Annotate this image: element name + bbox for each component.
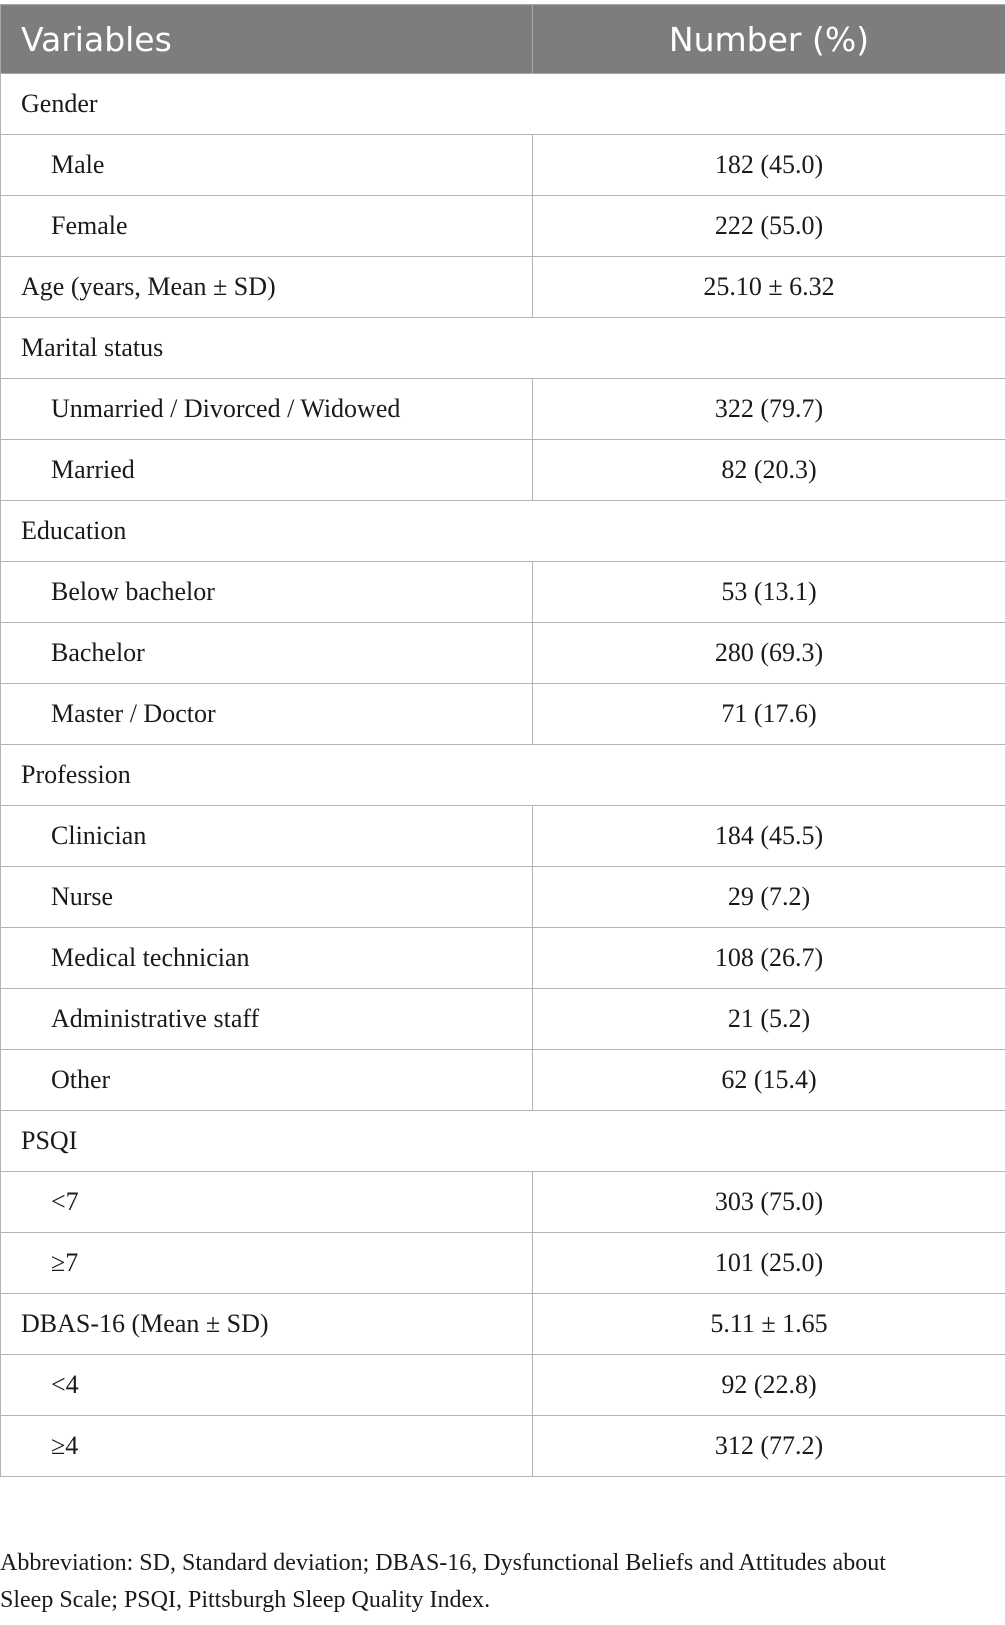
table-footnote [0,1545,1000,1619]
demographics-table [0,4,1005,1477]
table-row [1,867,1005,928]
footnote-line-1: Abbreviation: SD, Standard deviation; DBAS-16, Dysfunctional Beliefs and Attitudes about [0,1550,886,1576]
table-row [1,501,1005,562]
number-value: 53 (13.1) [533,562,1005,623]
number-value: 184 (45.5) [533,806,1005,867]
footnote-line-2: Sleep Scale; PSQI, Pittsburgh Sleep Quality Index. [0,1587,491,1613]
table-row [1,257,1005,318]
table-row [1,806,1005,867]
variable-label: Master / Doctor [1,684,533,745]
table-row [1,74,1005,135]
table-row [1,989,1005,1050]
variable-label: Medical technician [1,928,533,989]
number-value: 25.10 ± 6.32 [533,257,1005,318]
variable-label: Clinician [1,806,533,867]
group-label: Profession [1,745,1005,806]
number-value: 322 (79.7) [533,379,1005,440]
variable-label: Unmarried / Divorced / Widowed [1,379,533,440]
table-row [1,562,1005,623]
table-row [1,1416,1005,1477]
variable-label: Male [1,135,533,196]
variable-label: ≥4 [1,1416,533,1477]
number-value: 182 (45.0) [533,135,1005,196]
table-header-row [1,5,1005,74]
table-row [1,440,1005,501]
header-variables: Variables [1,5,533,74]
table-row [1,196,1005,257]
table-row [1,1294,1005,1355]
variable-label: ≥7 [1,1233,533,1294]
table-row [1,1355,1005,1416]
number-value: 92 (22.8) [533,1355,1005,1416]
variable-label: Bachelor [1,623,533,684]
group-label: Gender [1,74,1005,135]
variable-label: Married [1,440,533,501]
table-row [1,1050,1005,1111]
variable-label: Administrative staff [1,989,533,1050]
variable-label: Below bachelor [1,562,533,623]
variable-label: Age (years, Mean ± SD) [1,257,533,318]
table-row [1,318,1005,379]
number-value: 108 (26.7) [533,928,1005,989]
table-row [1,1172,1005,1233]
number-value: 222 (55.0) [533,196,1005,257]
variable-label: <7 [1,1172,533,1233]
group-label: PSQI [1,1111,1005,1172]
number-value: 312 (77.2) [533,1416,1005,1477]
variable-label: Female [1,196,533,257]
variable-label: DBAS-16 (Mean ± SD) [1,1294,533,1355]
table-row [1,928,1005,989]
table-row [1,135,1005,196]
number-value: 280 (69.3) [533,623,1005,684]
demographics-table-container [0,4,1005,1477]
variable-label: Other [1,1050,533,1111]
table-body [1,74,1005,1477]
table-row [1,623,1005,684]
variable-label: Nurse [1,867,533,928]
table-row [1,1111,1005,1172]
table-row [1,684,1005,745]
group-label: Education [1,501,1005,562]
number-value: 5.11 ± 1.65 [533,1294,1005,1355]
number-value: 101 (25.0) [533,1233,1005,1294]
number-value: 303 (75.0) [533,1172,1005,1233]
header-number: Number (%) [533,5,1005,74]
number-value: 71 (17.6) [533,684,1005,745]
number-value: 82 (20.3) [533,440,1005,501]
group-label: Marital status [1,318,1005,379]
table-row [1,1233,1005,1294]
number-value: 29 (7.2) [533,867,1005,928]
table-row [1,379,1005,440]
number-value: 21 (5.2) [533,989,1005,1050]
table-row [1,745,1005,806]
number-value: 62 (15.4) [533,1050,1005,1111]
variable-label: <4 [1,1355,533,1416]
